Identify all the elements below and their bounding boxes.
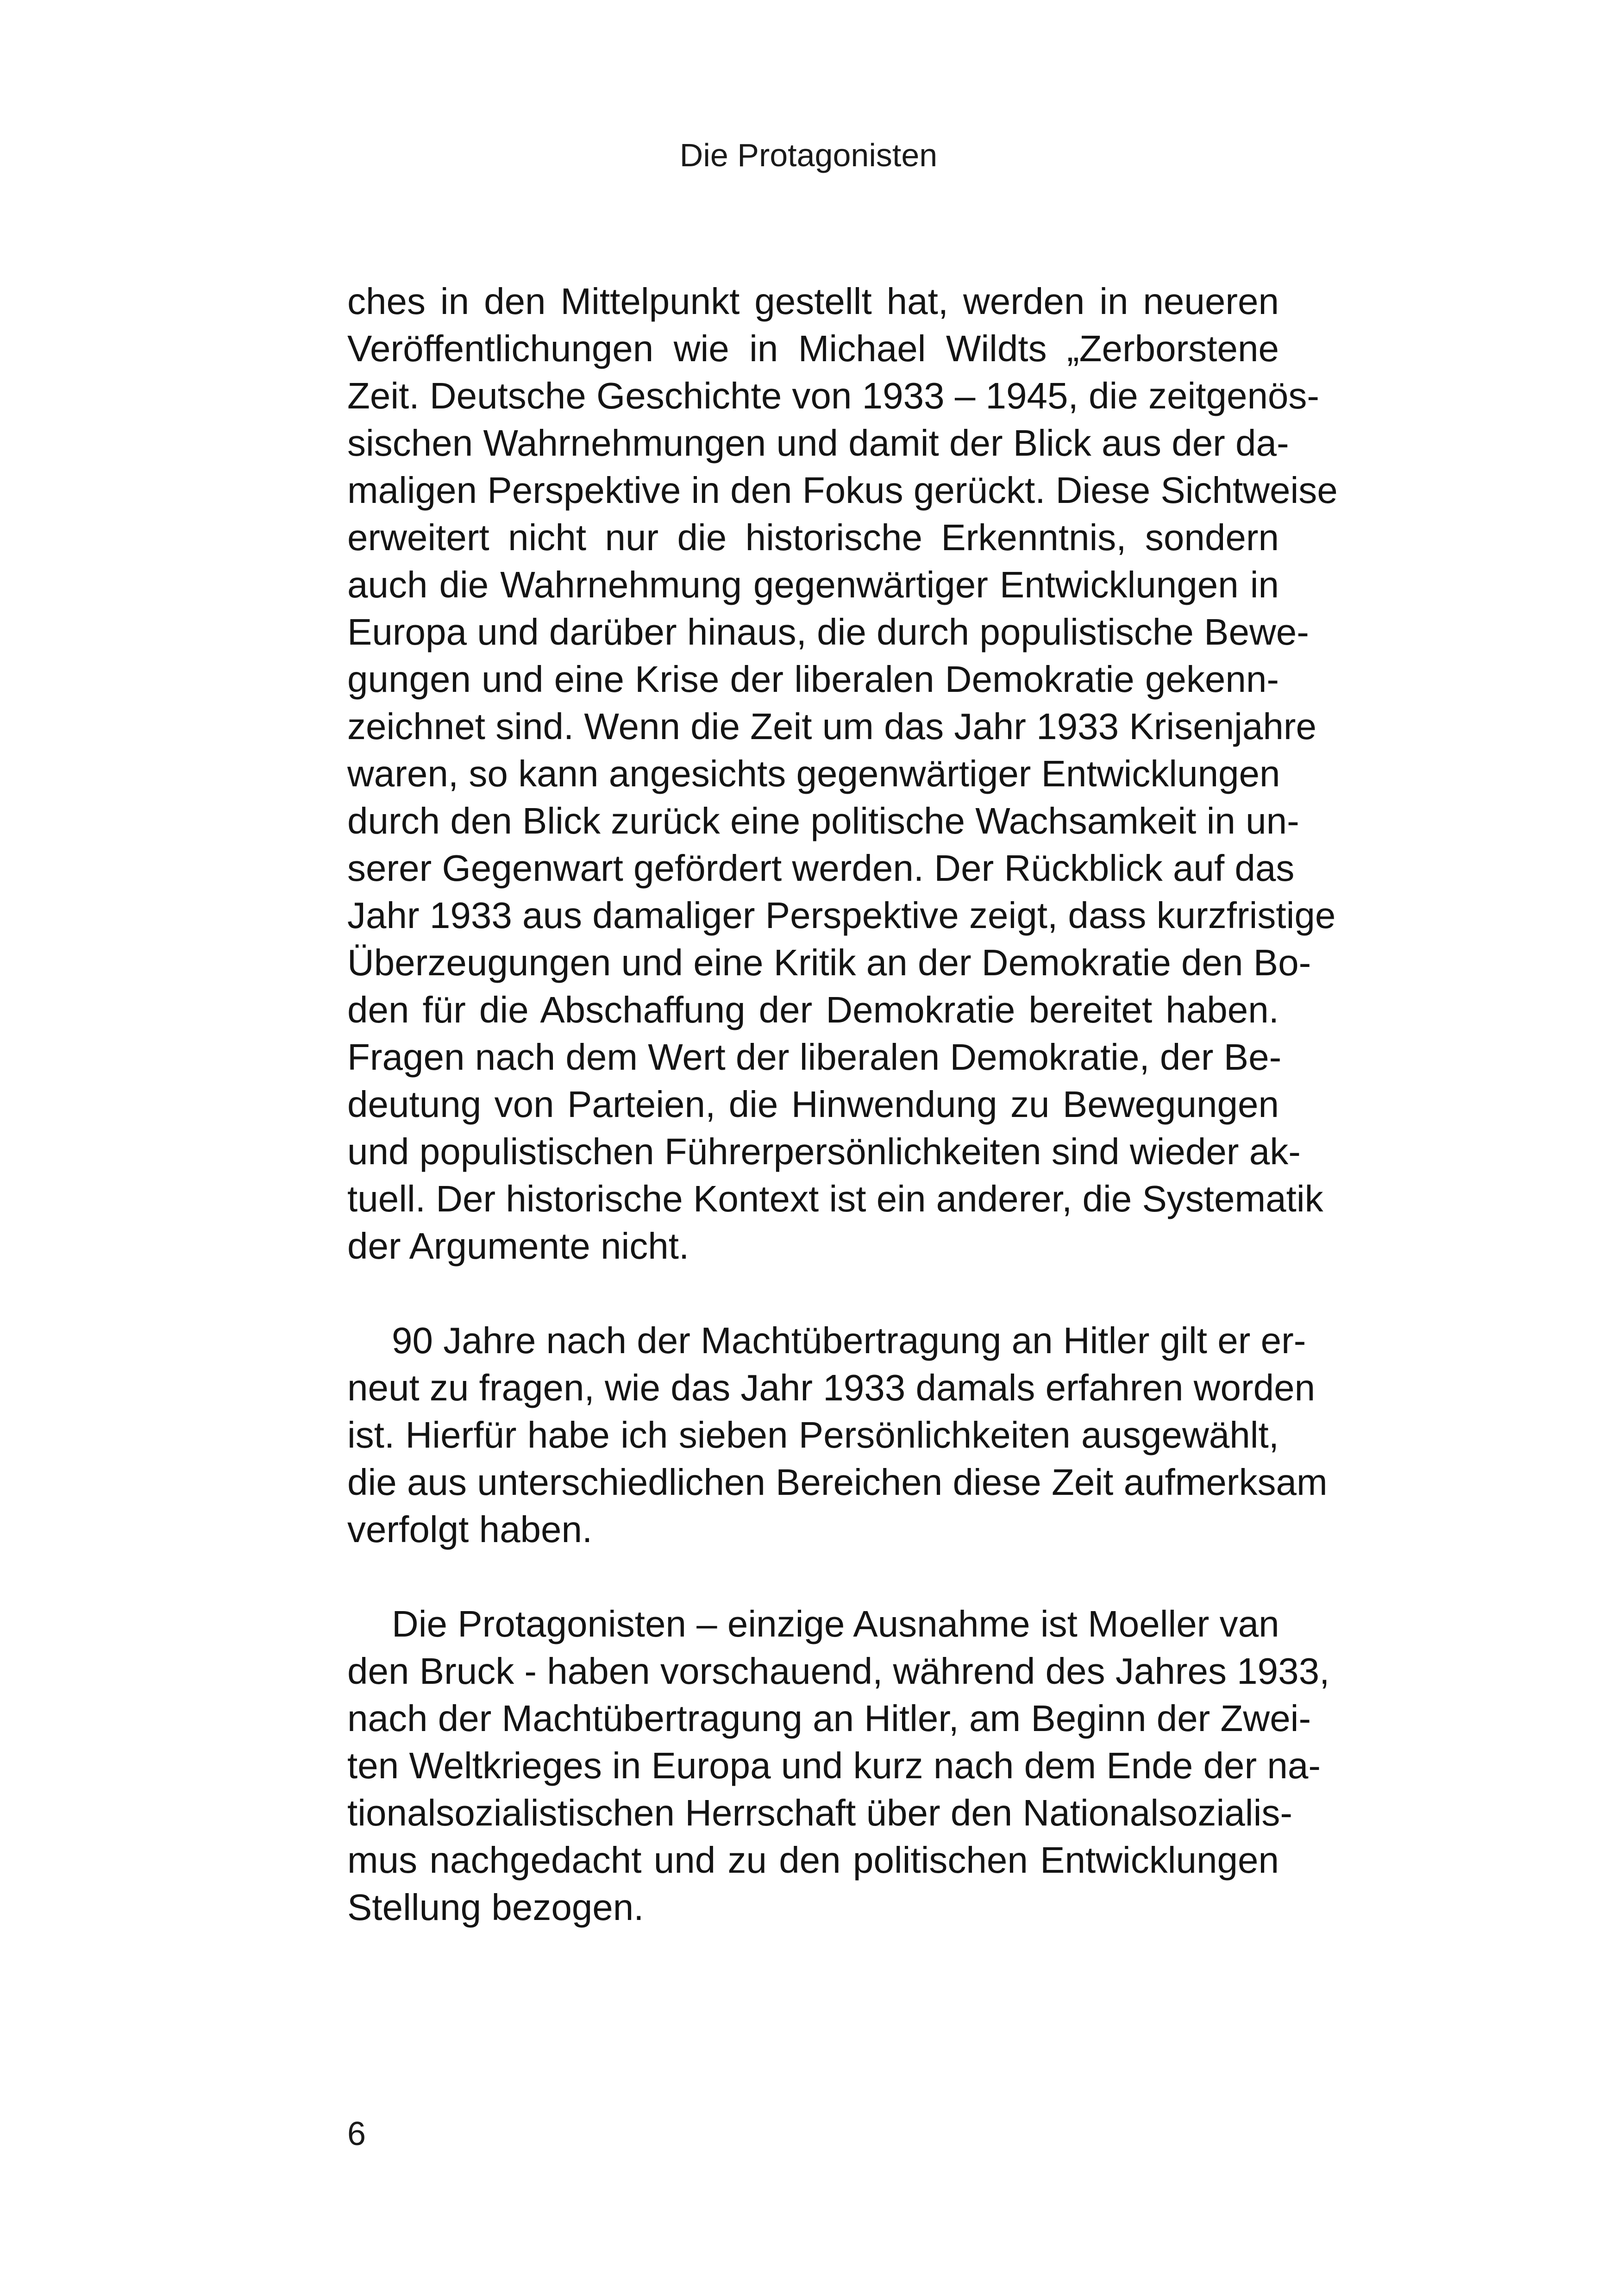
text-line: durch den Blick zurück eine politische Wachsamkeit in un- (347, 800, 1299, 841)
text-line: Fragen nach dem Wert der liberalen Demokratie, der Be- (347, 1036, 1282, 1078)
page-number: 6 (347, 2115, 366, 2152)
text-line: tionalsozialistischen Herrschaft über den Nationalsozialis- (347, 1792, 1292, 1833)
text-line: die aus unterschiedlichen Bereichen diese Zeit aufmerksam (347, 1462, 1328, 1503)
text-line: 90 Jahre nach der Machtübertragung an Hitler gilt er er- (392, 1320, 1306, 1361)
text-line: Zeit. Deutsche Geschichte von 1933 – 1945, die zeitgenös- (347, 375, 1320, 416)
text-line: waren, so kann angesichts gegenwärtiger Entwicklungen (347, 753, 1280, 794)
text-line: und populistischen Führerpersönlichkeiten sind wieder ak- (347, 1131, 1301, 1172)
text-line: Europa und darüber hinaus, die durch populistische Bewe- (347, 611, 1309, 652)
text-line: verfolgt haben. (347, 1509, 593, 1550)
text-line: maligen Perspektive in den Fokus gerückt. Diese Sichtweise (347, 470, 1338, 511)
text-line: den Bruck - haben vorschauend, während des Jahres 1933, (347, 1650, 1330, 1692)
paragraph-gap (347, 1553, 1279, 1600)
text-line: ist. Hierfür habe ich sieben Persönlichkeiten ausgewählt, (347, 1414, 1279, 1455)
paragraph-3 (347, 1600, 1330, 1931)
text-line: zeichnet sind. Wenn die Zeit um das Jahr 1933 Krisenjahre (347, 706, 1317, 747)
text-line: ches in den Mittelpunkt gestellt hat, werden in neueren (347, 281, 1279, 322)
text-line: Stellung bezogen. (347, 1887, 644, 1928)
paragraph-1 (347, 278, 1338, 1270)
text-line: mus nachgedacht und zu den politischen Entwicklungen (347, 1839, 1279, 1881)
text-line: nach der Machtübertragung an Hitler, am Beginn der Zwei- (347, 1698, 1311, 1739)
text-line: Überzeugungen und eine Kritik an der Demokratie den Bo- (347, 942, 1311, 983)
text-line: tuell. Der historische Kontext ist ein anderer, die Systematik (347, 1178, 1323, 1219)
text-line: neut zu fragen, wie das Jahr 1933 damals erfahren worden (347, 1367, 1316, 1408)
text-line: auch die Wahrnehmung gegenwärtiger Entwicklungen in (347, 564, 1279, 605)
text-line: Veröffentlichungen wie in Michael Wildts „Zerborstene (347, 328, 1279, 369)
paragraph-2 (347, 1317, 1328, 1553)
text-line: Jahr 1933 aus damaliger Perspektive zeigt, dass kurzfristige (347, 895, 1336, 936)
running-head: Die Protagonisten (679, 137, 938, 173)
text-line: sischen Wahrnehmungen und damit der Blick aus der da- (347, 422, 1289, 464)
text-line: deutung von Parteien, die Hinwendung zu Bewegungen (347, 1084, 1279, 1125)
text-line: ten Weltkrieges in Europa und kurz nach dem Ende der na- (347, 1745, 1321, 1786)
text-line: erweitert nicht nur die historische Erkenntnis, sondern (347, 517, 1279, 558)
paragraph-gap (347, 1270, 1279, 1317)
text-line: den für die Abschaffung der Demokratie bereitet haben. (347, 989, 1279, 1030)
text-line: Die Protagonisten – einzige Ausnahme ist Moeller van (392, 1603, 1279, 1644)
text-line: der Argumente nicht. (347, 1225, 689, 1267)
body-text (347, 278, 1338, 1931)
text-line: serer Gegenwart gefördert werden. Der Rückblick auf das (347, 847, 1295, 889)
text-line: gungen und eine Krise der liberalen Demokratie gekenn- (347, 659, 1279, 700)
